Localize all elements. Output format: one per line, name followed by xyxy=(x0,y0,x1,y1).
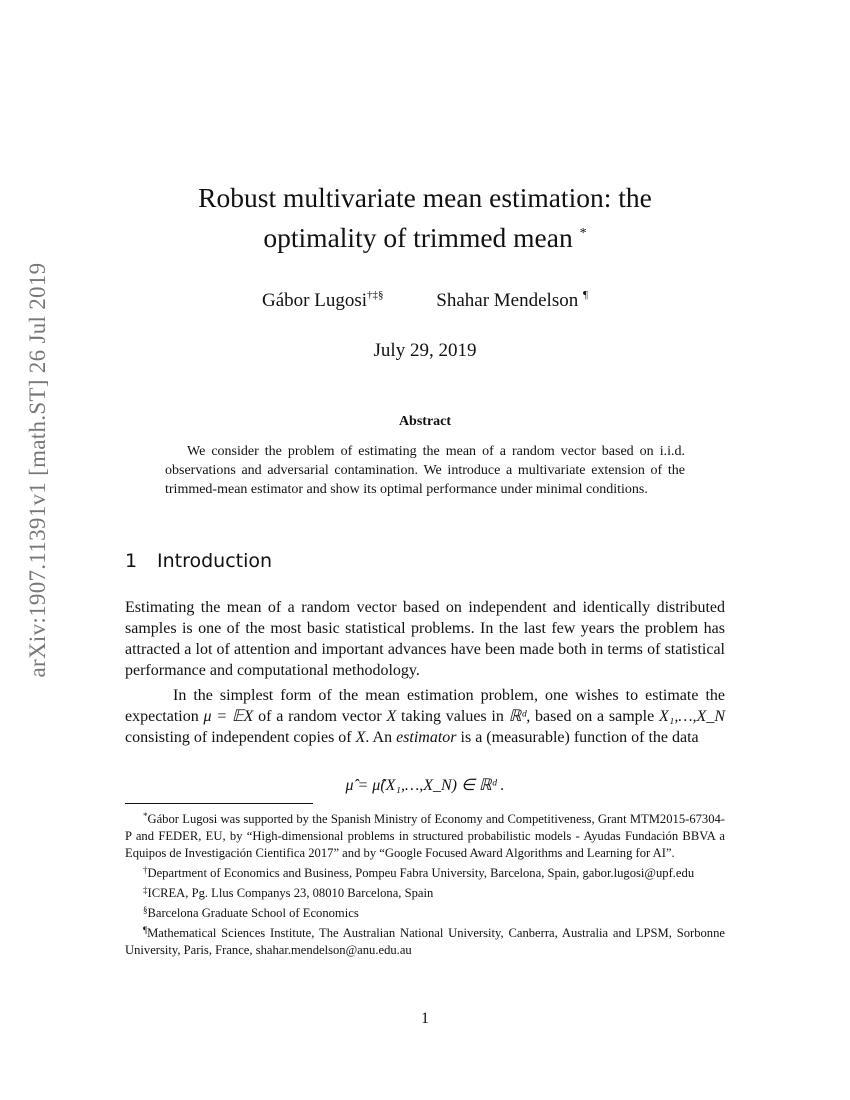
section-title: Introduction xyxy=(157,550,273,572)
p2-text-5: consisting of independent copies of xyxy=(125,729,356,746)
title-line-2 xyxy=(125,216,725,256)
footnote-affiliation-bgse xyxy=(125,902,725,922)
author-2-name: Shahar Mendelson xyxy=(436,290,579,311)
author-1-marks: †‡§ xyxy=(367,289,384,301)
abstract-heading: Abstract xyxy=(398,414,452,429)
author-1-name: Gábor Lugosi xyxy=(262,290,368,311)
footnote-funding xyxy=(125,808,725,862)
intro-paragraph-1: Estimating the mean of a random vector based on independent and identically distributed samples is one of the most basic statistical problems. In the last few years the problem has attracted a lot of attention and important advances have been made both in terms of statistical performance and computational methodology. xyxy=(125,599,725,679)
title-footnote-mark: * xyxy=(579,226,587,241)
abstract-text: We consider the problem of estimating the mean of a random vector based on i.i.d. observations and adversarial contamination. We introduce a multivariate extension of the trimmed-mean estimator and show its optimal performance under minimal conditions. xyxy=(165,444,685,497)
p2-math-mean: μ = 𝔼X xyxy=(203,708,254,725)
footnote-text: Gábor Lugosi was supported by the Spanish Ministry of Economy and Competitiveness, Grant MTM2015-67304-P and FEDER, EU, by “High-dimensional problems in structured probabilistic models - Ayudas Fundación BBVA a Equipos de Investigación Cientifica 2017” and by “Google Focused Award Algorithms and Learning for AI”. xyxy=(125,812,725,860)
footnote-affiliation-anu xyxy=(125,922,725,959)
page-number: 1 xyxy=(421,1010,429,1027)
footnote-text: Department of Economics and Business, Pompeu Fabra University, Barcelona, Spain, gabor.lugosi@upf.edu xyxy=(147,866,695,880)
p2-math-rd: ℝᵈ xyxy=(508,708,527,725)
footnotes xyxy=(125,808,725,959)
author-2-marks: ¶ xyxy=(582,289,588,301)
p2-text-7: is a (measurable) function of the data xyxy=(456,729,699,746)
footnote-text: Mathematical Sciences Institute, The Australian National University, Canberra, Australia and LPSM, Sorbonne University, Paris, France, shahar.mendelson@anu.edu.au xyxy=(125,926,725,957)
author-list xyxy=(125,289,725,312)
p2-text-6: . An xyxy=(365,729,397,746)
footnote-text: ICREA, Pg. Llus Companys 23, 08010 Barcelona, Spain xyxy=(147,886,434,900)
section-number: 1 xyxy=(125,550,138,572)
title-line-2-text: optimality of trimmed mean xyxy=(263,222,573,254)
author-2 xyxy=(436,289,588,312)
footnote-text: Barcelona Graduate School of Economics xyxy=(147,906,359,920)
footnote-mark: ‡ xyxy=(143,885,148,895)
footnote-affiliation-icrea xyxy=(125,882,725,902)
intro-paragraph-2 xyxy=(125,685,725,748)
p2-math-x2: X xyxy=(355,729,366,746)
footnote-affiliation-upf xyxy=(125,862,725,882)
arxiv-stamp: arXiv:1907.11391v1 [math.ST] 26 Jul 2019 xyxy=(25,262,50,678)
display-equation: μ̂ = μ̂(X₁,…,X_N) ∈ ℝᵈ . xyxy=(345,777,505,794)
footnote-mark: ¶ xyxy=(143,925,148,935)
p2-math-x: X xyxy=(386,708,397,725)
p2-text-4: , based on a sample xyxy=(526,708,659,725)
p2-text-2: of a random vector xyxy=(253,708,387,725)
p2-text-3: taking values in xyxy=(396,708,509,725)
p2-math-sample: X₁,…,X_N xyxy=(658,708,725,725)
footnote-mark: † xyxy=(143,865,148,875)
footnote-rule xyxy=(125,803,313,804)
footnote-mark: * xyxy=(143,811,148,821)
section-heading xyxy=(125,550,272,572)
author-1 xyxy=(262,289,384,312)
paper-title xyxy=(125,180,725,256)
p2-text-1: In the simplest form of the mean estimation problem, one wishes to estimate the expectation xyxy=(125,687,725,725)
p2-emphasis-estimator: estimator xyxy=(396,729,457,746)
title-line-1: Robust multivariate mean estimation: the xyxy=(198,182,652,213)
footnote-mark: § xyxy=(143,905,148,915)
paper-date: July 29, 2019 xyxy=(373,340,477,361)
